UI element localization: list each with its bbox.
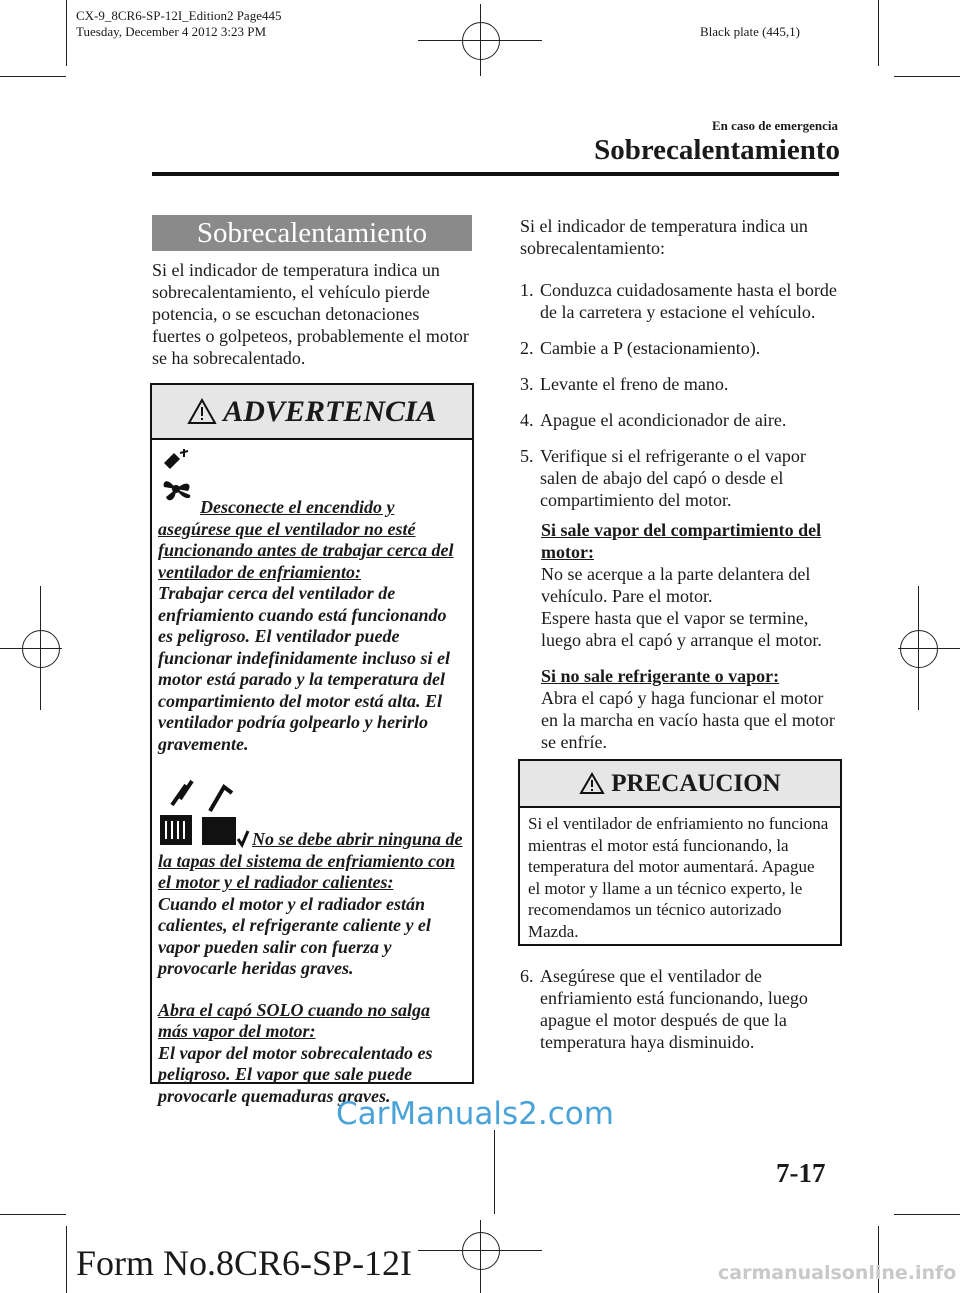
steam-warning-heading: Abra el capó SOLO cuando no salga más vapor del motor:	[158, 999, 431, 1041]
step-text: Cambie a P (estacionamiento).	[540, 338, 761, 358]
warning-body	[158, 449, 464, 1107]
print-slug	[76, 8, 281, 40]
warning-block-steam	[158, 1000, 464, 1108]
step-number: 3.	[520, 374, 534, 394]
steps-list	[520, 279, 838, 511]
fan-warning-text: Trabajar cerca del ventilador de enfriamiento cuando está funcionando es peligroso. El ventilador puede funcionar indefinidamente incluso si el motor está parado y la temperatura del compartimiento del motor está alta. El ventilador podría golpearlo y herirlo gravemente.	[158, 583, 451, 754]
section-name: En caso de emergencia	[711, 118, 838, 133]
intro-paragraph: Si el indicador de temperatura indica un sobrecalentamiento, el vehículo pierde potencia, o se escuchan detonaciones fuertes o golpeteos, probablemente el motor se ha sobrecalentado.	[152, 260, 469, 368]
header-rule	[152, 172, 839, 176]
step-6	[520, 965, 838, 1053]
step-text: Apague el acondicionador de aire.	[540, 410, 787, 430]
case-steam	[541, 519, 839, 753]
site-watermark: carmanualsonline.info	[718, 1262, 957, 1284]
caution-box	[518, 759, 842, 946]
caution-text: Si el ventilador de enfriamiento no funciona mientras el motor está funcionando, la temperatura del motor aumentará. Apague el motor y llame a un técnico experto, le recomendamos un técnico autorizado Mazda.	[528, 814, 829, 941]
watermark-logo: CarManuals2.com	[336, 1096, 614, 1132]
step-text: Asegúrese que el ventilador de enfriamiento está funcionando, luego apague el motor después de que la temperatura haya disminuido.	[540, 966, 808, 1052]
warning-block-radiator	[158, 779, 464, 980]
step-number: 5.	[520, 446, 534, 466]
fan-warning-heading: Desconecte el encendido y asegúrese que el ventilador no esté funcionando antes de trabajar cerca del ventilador de enfriamiento:	[158, 497, 454, 582]
step-number: 2.	[520, 338, 534, 358]
caution-header	[520, 761, 840, 808]
step-number: 1.	[520, 280, 534, 300]
radiator-cap-icon	[158, 779, 250, 851]
case-steam-heading: Si sale vapor del compartimiento del motor:	[541, 520, 822, 562]
step-text: Conduzca cuidadosamente hasta el borde de la carretera y estacione el vehículo.	[540, 280, 837, 322]
warning-block-fan	[158, 449, 464, 755]
warning-header	[152, 385, 472, 440]
step-text: Levante el freno de mano.	[540, 374, 729, 394]
radiator-warning-text: Cuando el motor y el radiador están calientes, el refrigerante caliente y el vapor pueden salir con fuerza y provocarle heridas graves.	[158, 893, 431, 978]
caution-triangle-icon	[579, 772, 605, 795]
warning-title: ADVERTENCIA	[223, 394, 437, 428]
step-item	[520, 965, 838, 1053]
step-item	[520, 445, 838, 511]
form-number: Form No.8CR6-SP-12I	[76, 1243, 413, 1283]
caution-title: PRECAUCION	[611, 769, 781, 797]
case-steam-line-2: Espere hasta que el vapor se termine, luego abra el capó y arranque el motor.	[541, 608, 822, 650]
step-text: Verifique si el refrigerante o el vapor salen de abajo del capó o desde el compartimiento del motor.	[540, 446, 806, 510]
step-number: 4.	[520, 410, 534, 430]
plate-label: Black plate (445,1)	[700, 24, 800, 39]
step-item	[520, 409, 838, 431]
section-banner: Sobrecalentamiento	[152, 215, 472, 251]
page-header-title: Sobrecalentamiento	[594, 134, 840, 166]
radiator-warning-heading: No se debe abrir ninguna de la tapas del sistema de enfriamiento con el motor y el radiador calientes:	[158, 829, 463, 892]
page-number: 7-17	[776, 1158, 826, 1188]
slug-line-2: Tuesday, December 4 2012 3:23 PM	[76, 24, 267, 39]
case-no-steam-text: Abra el capó y haga funcionar el motor en la marcha en vacío hasta que el motor se enfríe.	[541, 688, 835, 752]
fan-no-touch-icon	[158, 449, 198, 505]
step-item	[520, 373, 838, 395]
step-item	[520, 279, 838, 323]
warning-triangle-icon	[187, 398, 217, 425]
case-steam-line-1: No se acerque a la parte delantera del vehículo. Pare el motor.	[541, 564, 811, 606]
right-intro: Si el indicador de temperatura indica un sobrecalentamiento:	[520, 216, 808, 258]
steam-warning-text: El vapor del motor sobrecalentado es peligroso. El vapor que sale puede provocarle quemaduras graves.	[158, 1042, 433, 1106]
step-number: 6.	[520, 966, 534, 986]
step-item	[520, 337, 838, 359]
slug-line-1: CX-9_8CR6-SP-12I_Edition2 Page445	[76, 8, 282, 23]
warning-box	[150, 383, 474, 1106]
case-no-steam-heading: Si no sale refrigerante o vapor:	[541, 666, 780, 686]
